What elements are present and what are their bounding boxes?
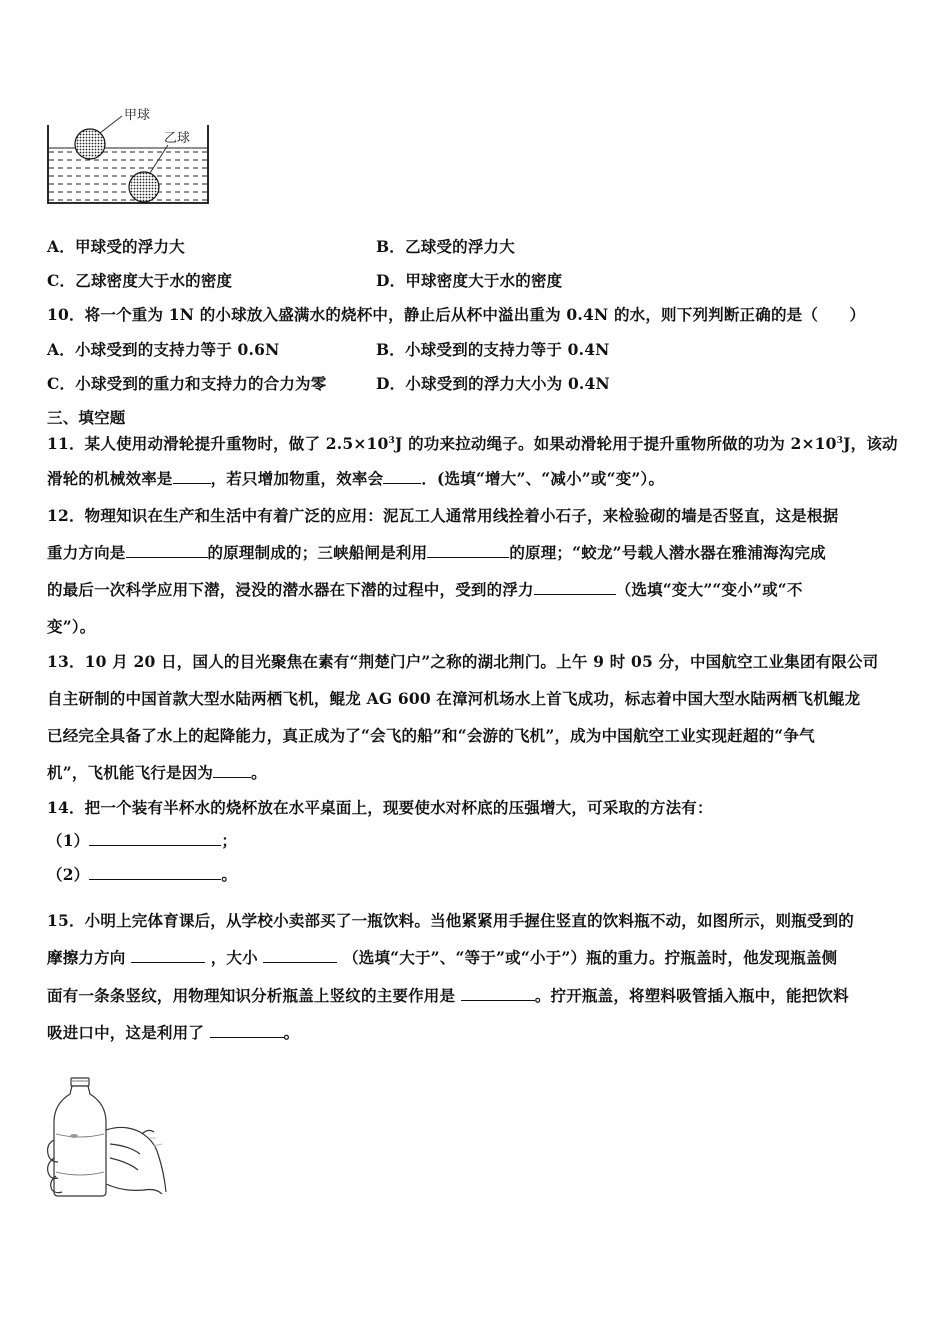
q10-option-c: C．小球受到的重力和支持力的合力为零 xyxy=(47,374,327,393)
q15-line2: 摩擦力方向 ，大小 （选填“大于”、“等于”或“小于”）瓶的重力。拧瓶盖时，他发现瓶盖侧 xyxy=(47,948,838,967)
q15-blank-size[interactable] xyxy=(263,961,337,963)
q10-stem: 10．将一个重为 1N 的小球放入盛满水的烧杯中，静止后从杯中溢出重为 0.4N 的水，则下列判断正确的是（ ） xyxy=(47,305,866,324)
q9-option-c: C．乙球密度大于水的密度 xyxy=(47,271,233,290)
q15-line4: 吸进口中，这是利用了 。 xyxy=(47,1023,300,1042)
q12-line2: 重力方向是 的原理制成的；三峡船闸是利用 的原理；“蛟龙”号载人潜水器在雅浦海沟完成 xyxy=(47,543,826,562)
ball-jia xyxy=(75,129,105,159)
q10-option-b: B．小球受到的支持力等于 0.4N xyxy=(376,340,610,359)
q11-blank-change[interactable] xyxy=(383,482,421,484)
q13-line3: 已经完全具备了水上的起降能力，真正成为了“会飞的船”和“会游的飞机”，成为中国航空工业实现赶超的“争气 xyxy=(47,726,815,745)
q14-stem: 14．把一个装有半杯水的烧杯放在水平桌面上，现要使水对杯底的压强增大，可采取的方法有： xyxy=(47,798,713,817)
ball-yi xyxy=(129,172,159,202)
q14-item1: （1） ； xyxy=(47,831,238,850)
q9-option-d: D．甲球密度大于水的密度 xyxy=(376,271,563,290)
q10-option-a: A．小球受到的支持力等于 0.6N xyxy=(47,340,280,359)
q11-line2: 滑轮的机械效率是 ，若只增加物重，效率会 ．(选填“增大”、“减小”或“变”）。 xyxy=(47,469,665,488)
q9-option-a: A．甲球受的浮力大 xyxy=(47,237,185,256)
q13-line2: 自主研制的中国首款大型水陆两栖飞机，鲲龙 AG 600 在漳河机场水上首飞成功，标志着中国大型水陆两栖飞机鲲龙 xyxy=(47,689,861,708)
q9-option-b: B．乙球受的浮力大 xyxy=(376,237,515,256)
q13-blank-flight[interactable] xyxy=(213,776,251,778)
label-jia: 甲球 xyxy=(124,108,151,123)
q12-blank-gravity[interactable] xyxy=(126,556,208,558)
beaker-balls-figure xyxy=(40,100,220,210)
hand-bottle-figure xyxy=(44,1074,174,1204)
q12-line1: 12．物理知识在生产和生活中有着广泛的应用：泥瓦工人通常用线拴着小石子，来检验砌的墙是否竖直，这是根据 xyxy=(47,506,839,525)
q15-blank-direction[interactable] xyxy=(131,961,205,963)
q12-blank-lock[interactable] xyxy=(427,556,509,558)
q11-blank-efficiency[interactable] xyxy=(173,482,211,484)
q12-line4: 变”）。 xyxy=(47,617,96,636)
q13-line4: 机”，飞机能飞行是因为 。 xyxy=(47,763,267,782)
q15-line1: 15．小明上完体育课后，从学校小卖部买了一瓶饮料。当他紧紧用手握住竖直的饮料瓶不动，如图所示，则瓶受到的 xyxy=(47,911,854,930)
q12-line3: 的最后一次科学应用下潜，浸没的潜水器在下潜的过程中，受到的浮力 （选填“变大”“变小”或“不 xyxy=(47,580,803,599)
q12-blank-buoyancy[interactable] xyxy=(534,593,616,595)
q14-blank-1[interactable] xyxy=(89,844,221,846)
label-yi: 乙球 xyxy=(164,131,191,146)
q11-line1: 11．某人使用动滑轮提升重物时，做了 $2.5\times 10^3J$ 的功来拉动绳子。如果动滑轮用于提升重物所做的功为 $2\times 10^3J$，该动 xyxy=(47,434,898,453)
water-region xyxy=(49,148,208,203)
q15-line3: 面有一条条竖纹，用物理知识分析瓶盖上竖纹的主要作用是 。拧开瓶盖，将塑料吸管插入瓶中，能把饮料 xyxy=(47,986,849,1005)
section-title: 三、填空题 xyxy=(47,408,126,427)
q10-option-d: D．小球受到的浮力大小为 0.4N xyxy=(376,374,610,393)
q14-blank-2[interactable] xyxy=(89,878,221,880)
q15-blank-principle[interactable] xyxy=(210,1036,284,1038)
q14-item2: （2） 。 xyxy=(47,865,238,884)
q13-line1: 13．10 月 20 日，国人的目光聚焦在素有“荆楚门户”之称的湖北荆门。上午 9 时 05 分，中国航空工业集团有限公司 xyxy=(47,652,879,671)
q15-blank-purpose[interactable] xyxy=(461,999,535,1001)
